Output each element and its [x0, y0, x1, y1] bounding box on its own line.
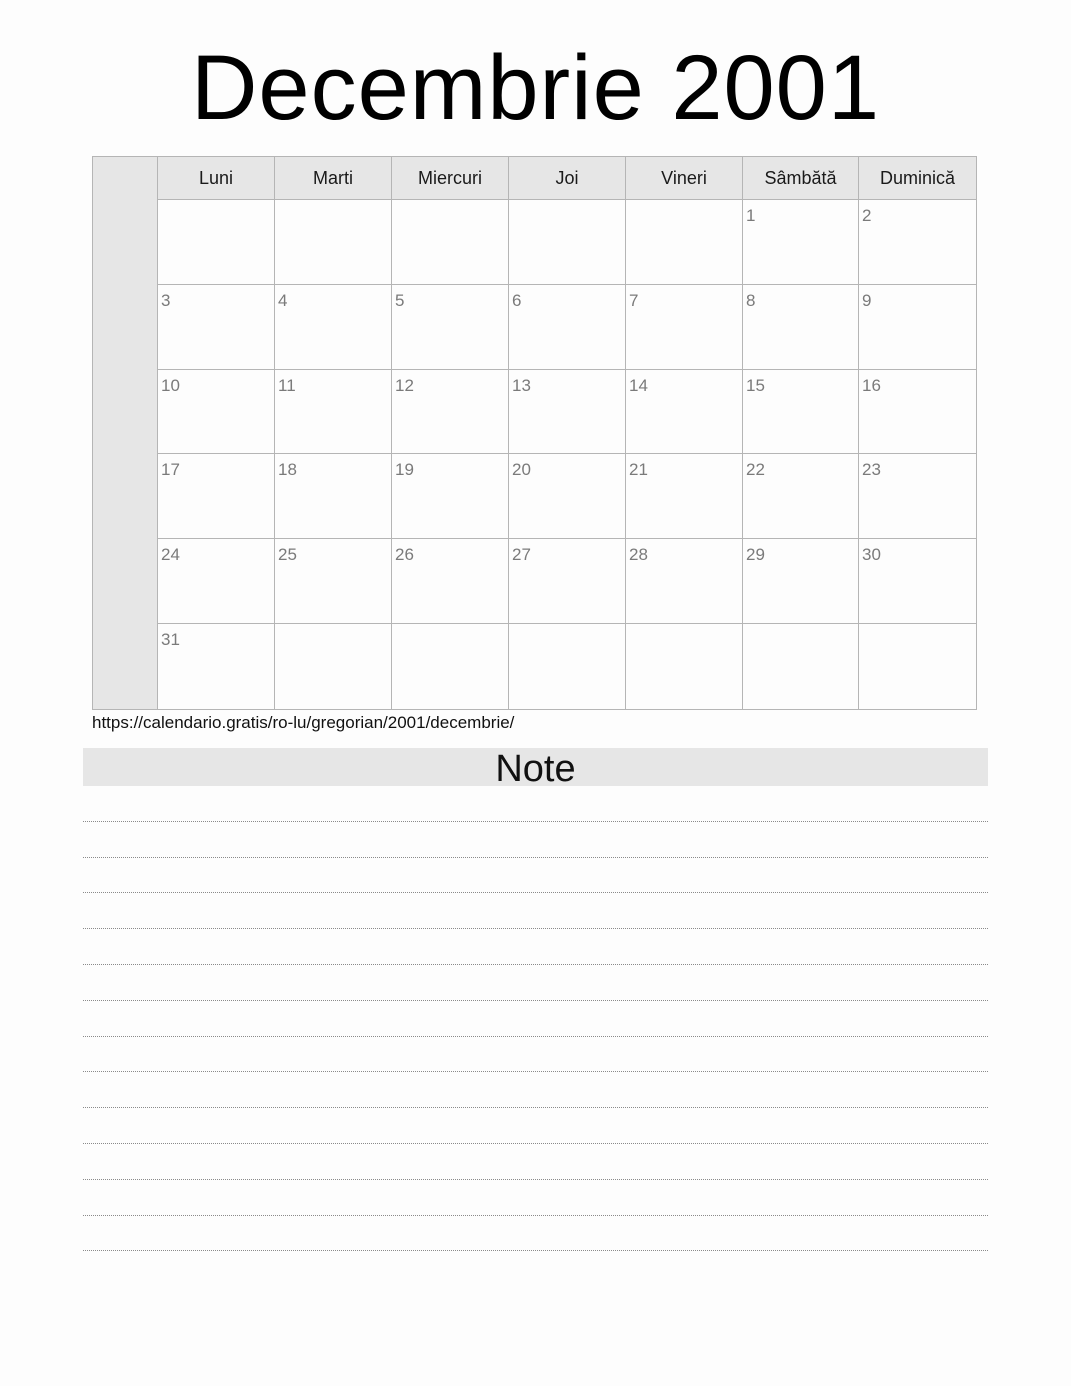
day-cell	[158, 624, 275, 709]
weekday-header: Luni	[158, 157, 275, 200]
day-cell	[743, 539, 859, 624]
weekday-header: Miercuri	[392, 157, 509, 200]
day-number: 1	[746, 206, 756, 225]
day-cell	[275, 200, 392, 285]
day-number: 25	[278, 545, 297, 565]
week-number-column	[93, 157, 158, 709]
day-cell	[158, 454, 275, 539]
day-number: 4	[278, 290, 288, 310]
note-line	[83, 858, 988, 894]
day-cell	[859, 370, 976, 455]
day-cell	[158, 285, 275, 370]
day-number: 6	[512, 290, 522, 310]
note-line	[83, 965, 988, 1001]
day-number: 31	[161, 629, 180, 649]
day-number: 22	[746, 460, 765, 480]
day-number: 11	[278, 375, 296, 395]
note-line	[83, 822, 988, 858]
day-number: 15	[746, 375, 765, 395]
day-number: 29	[746, 545, 765, 565]
note-line	[83, 1037, 988, 1073]
day-cell	[509, 370, 626, 455]
weekday-header: Duminică	[859, 157, 976, 200]
source-url: https://calendario.gratis/ro-lu/gregorian/2001/decembrie/	[92, 713, 515, 732]
note-line	[83, 1072, 988, 1108]
month-calendar	[92, 156, 977, 710]
weekday-header: Marti	[275, 157, 392, 200]
weekday-header: Vineri	[626, 157, 743, 200]
note-line	[83, 893, 988, 929]
day-number: 8	[746, 290, 756, 310]
day-number: 17	[161, 460, 180, 480]
day-cell	[275, 370, 392, 455]
day-number: 16	[862, 375, 881, 395]
calendar-grid	[158, 157, 976, 709]
day-number: 7	[629, 290, 639, 310]
day-cell	[275, 539, 392, 624]
note-line	[83, 1180, 988, 1216]
day-cell	[626, 624, 743, 709]
day-cell	[392, 285, 509, 370]
notes-area	[83, 786, 988, 1251]
day-number: 5	[395, 290, 405, 310]
day-number: 3	[161, 290, 171, 310]
day-cell	[509, 200, 626, 285]
day-cell	[392, 370, 509, 455]
notes-heading: Note	[83, 748, 988, 786]
day-cell	[392, 454, 509, 539]
day-number: 20	[512, 460, 531, 480]
day-cell	[626, 370, 743, 455]
day-cell	[158, 539, 275, 624]
day-number: 13	[512, 375, 531, 395]
day-cell	[275, 624, 392, 709]
day-cell	[859, 454, 976, 539]
day-number: 26	[395, 545, 414, 565]
day-cell	[275, 454, 392, 539]
weekday-header: Joi	[509, 157, 626, 200]
day-cell	[626, 285, 743, 370]
day-cell	[509, 624, 626, 709]
day-cell	[509, 454, 626, 539]
day-cell	[509, 539, 626, 624]
day-number: 28	[629, 545, 648, 565]
note-line	[83, 1216, 988, 1252]
day-cell	[626, 454, 743, 539]
day-number: 14	[629, 375, 648, 395]
day-cell	[509, 285, 626, 370]
day-number: 9	[862, 290, 872, 310]
day-cell	[743, 624, 859, 709]
day-cell	[626, 539, 743, 624]
day-cell	[392, 624, 509, 709]
day-cell	[743, 370, 859, 455]
day-number: 19	[395, 460, 414, 480]
day-cell	[392, 200, 509, 285]
day-number: 21	[629, 460, 648, 480]
day-number: 23	[862, 460, 881, 480]
day-number: 10	[161, 375, 180, 395]
day-cell	[158, 370, 275, 455]
note-line	[83, 1144, 988, 1180]
note-line	[83, 1001, 988, 1037]
page-title: Decembrie 2001	[190, 37, 881, 139]
day-cell	[392, 539, 509, 624]
day-cell	[743, 285, 859, 370]
day-cell	[859, 285, 976, 370]
day-cell	[743, 454, 859, 539]
note-line	[83, 786, 988, 822]
day-number: 12	[395, 375, 414, 395]
day-number: 30	[862, 545, 881, 565]
weekday-header: Sâmbătă	[743, 157, 859, 200]
day-number: 2	[862, 206, 872, 225]
day-cell	[859, 624, 976, 709]
day-number: 24	[161, 545, 180, 565]
day-cell	[859, 539, 976, 624]
day-cell	[743, 200, 859, 285]
day-cell	[859, 200, 976, 285]
day-cell	[275, 285, 392, 370]
day-number: 18	[278, 460, 297, 480]
day-number: 27	[512, 545, 531, 565]
note-line	[83, 929, 988, 965]
day-cell	[158, 200, 275, 285]
note-line	[83, 1108, 988, 1144]
day-cell	[626, 200, 743, 285]
